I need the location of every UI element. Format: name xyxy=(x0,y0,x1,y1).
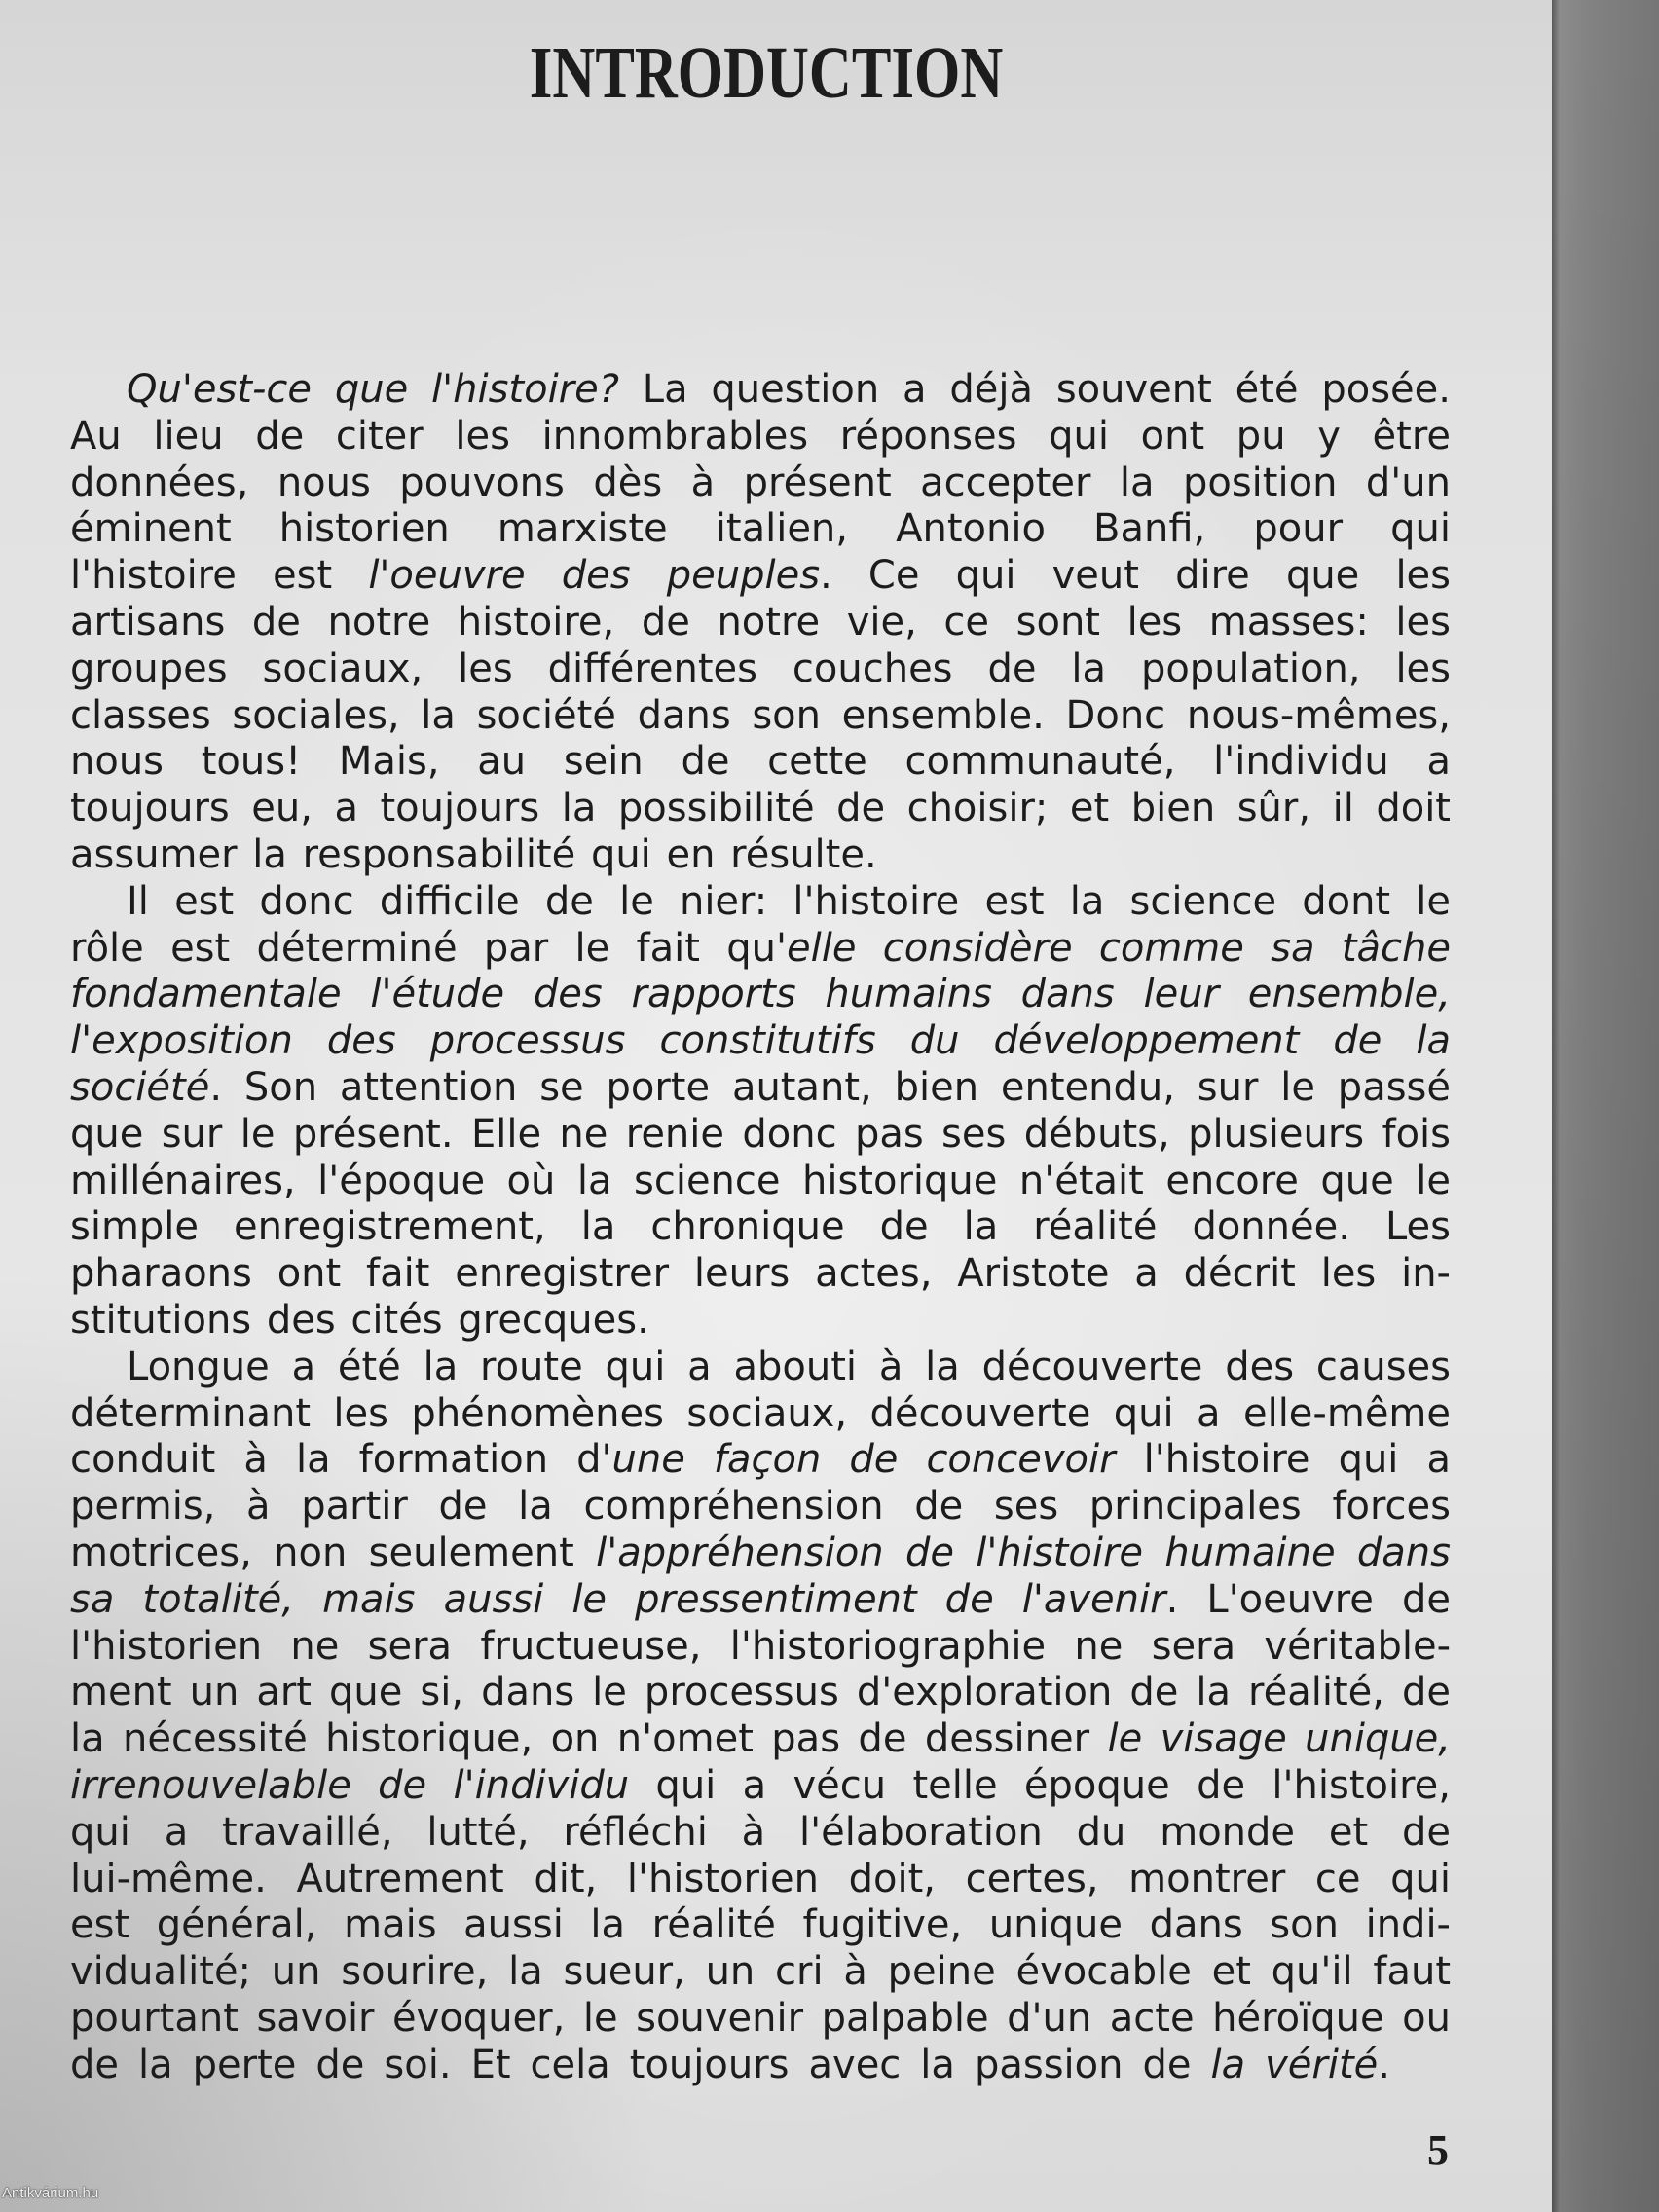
italic-text-run: société xyxy=(70,1064,210,1110)
text-line xyxy=(70,1949,1451,1996)
text-run: qui a travaillé, lutté, réfléchi à l'élaboration du monde et de xyxy=(70,1809,1451,1855)
text-run: permis, à partir de la compréhension de ses principales forces xyxy=(70,1484,1451,1530)
text-run: l'histoire est xyxy=(70,553,369,599)
text-line xyxy=(70,461,1451,507)
italic-text-run: irrenouvelable de l'individu xyxy=(70,1762,630,1808)
text-line xyxy=(70,972,1451,1018)
text-line xyxy=(70,1810,1451,1857)
text-line xyxy=(70,879,1451,926)
text-line xyxy=(70,1857,1451,1903)
text-line xyxy=(70,1716,1451,1763)
text-line xyxy=(70,646,1451,693)
text-run: classes sociales, la société dans son ensemble. Donc nous-mêmes, xyxy=(70,692,1451,738)
text-run: conduit à la formation d' xyxy=(70,1437,612,1483)
text-line xyxy=(70,739,1451,786)
text-run: motrices, non seulement xyxy=(70,1530,597,1575)
text-run: Il est donc difficile de le nier: l'histoire est la science dont le xyxy=(127,878,1451,924)
text-run: pourtant savoir évoquer, le souvenir palpable d'un acte héroïque ou xyxy=(70,1995,1451,2041)
text-run: . Son attention se porte autant, bien entendu, sur le passé xyxy=(209,1064,1451,1110)
text-run: Longue a été la route qui a abouti à la découverte des causes xyxy=(127,1344,1451,1389)
text-line xyxy=(70,1018,1451,1065)
page-title: INTRODUCTION xyxy=(529,32,1004,114)
text-line xyxy=(70,1298,1451,1345)
italic-text-run: Qu'est-ce que l'histoire? xyxy=(127,367,619,412)
text-run: . Ce qui veut dire que les xyxy=(820,553,1452,599)
text-run: . L'oeuvre de xyxy=(1165,1576,1451,1622)
text-run: est général, mais aussi la réalité fugitive, unique dans son indi- xyxy=(70,1902,1451,1948)
text-line xyxy=(70,1437,1451,1484)
text-run: artisans de notre histoire, de notre vie, ce sont les masses: les xyxy=(70,599,1451,645)
watermark: Antikvárium.hu xyxy=(2,2185,99,2201)
body-text xyxy=(70,367,1451,2088)
text-run: . xyxy=(1378,2042,1390,2087)
text-line xyxy=(70,1159,1451,1205)
text-line xyxy=(70,1577,1451,1624)
paragraph xyxy=(70,1345,1451,2089)
text-run: de la perte de soi. Et cela toujours avec la passion de xyxy=(70,2042,1211,2087)
italic-text-run: la vérité xyxy=(1210,2042,1379,2087)
text-run: déterminant les phénomènes sociaux, découverte qui a elle-même xyxy=(70,1390,1451,1436)
text-line xyxy=(70,1484,1451,1530)
text-line xyxy=(70,1902,1451,1949)
text-run: millénaires, l'époque où la science historique n'était encore que le xyxy=(70,1158,1451,1203)
text-line xyxy=(70,926,1451,973)
text-line xyxy=(70,1763,1451,1810)
text-line xyxy=(70,1391,1451,1438)
text-run: l'historien ne sera fructueuse, l'historiographie ne sera véritable- xyxy=(70,1623,1451,1669)
text-line xyxy=(70,1204,1451,1251)
text-run: assumer la responsabilité qui en résulte. xyxy=(70,831,877,877)
text-line xyxy=(70,1345,1451,1391)
text-line xyxy=(70,1670,1451,1716)
text-run: toujours eu, a toujours la possibilité de choisir; et bien sûr, il doit xyxy=(70,786,1451,831)
text-line xyxy=(70,1530,1451,1577)
italic-text-run: sa totalité, mais aussi le pressentiment de l'avenir xyxy=(70,1576,1166,1622)
text-run: Au lieu de citer les innombrables réponses qui ont pu y être xyxy=(70,413,1451,459)
text-run: stitutions des cités grecques. xyxy=(70,1297,649,1343)
text-run: l'histoire qui a xyxy=(1115,1437,1451,1483)
text-run: qui a vécu telle époque de l'histoire, xyxy=(629,1762,1451,1808)
text-run: la nécessité historique, on n'omet pas de dessiner xyxy=(70,1716,1108,1762)
text-line xyxy=(70,414,1451,461)
text-run: rôle est déterminé par le fait qu' xyxy=(70,925,787,971)
text-run: éminent historien marxiste italien, Antonio Banfi, pour qui xyxy=(70,506,1451,552)
text-line xyxy=(70,1251,1451,1298)
paragraph xyxy=(70,367,1451,879)
text-line xyxy=(70,506,1451,553)
italic-text-run: elle considère comme sa tâche xyxy=(787,925,1451,971)
text-line xyxy=(70,1624,1451,1671)
text-run: pharaons ont fait enregistrer leurs actes, Aristote a décrit les in- xyxy=(70,1251,1451,1297)
text-run: nous tous! Mais, au sein de cette communauté, l'individu a xyxy=(70,739,1451,785)
italic-text-run: fondamentale l'étude des rapports humains dans leur ensemble, xyxy=(70,972,1451,1017)
italic-text-run: l'exposition des processus constitutifs du développement de la xyxy=(70,1018,1451,1064)
text-run: lui-même. Autrement dit, l'historien doit, certes, montrer ce qui xyxy=(70,1856,1451,1901)
text-run: vidualité; un sourire, la sueur, un cri à peine évocable et qu'il faut xyxy=(70,1949,1451,1995)
text-line xyxy=(70,786,1451,832)
italic-text-run: une façon de concevoir xyxy=(611,1437,1116,1483)
text-run: simple enregistrement, la chronique de la réalité donnée. Les xyxy=(70,1204,1451,1250)
text-run: ment un art que si, dans le processus d'exploration de la réalité, de xyxy=(70,1670,1451,1715)
italic-text-run: l'appréhension de l'histoire humaine dans xyxy=(596,1530,1451,1575)
paragraph xyxy=(70,879,1451,1345)
text-line xyxy=(70,600,1451,646)
italic-text-run: le visage unique, xyxy=(1107,1716,1452,1762)
text-line xyxy=(70,367,1451,414)
text-line xyxy=(70,1112,1451,1159)
text-run: groupes sociaux, les différentes couches de la population, les xyxy=(70,645,1451,691)
text-line xyxy=(70,693,1451,740)
text-run: données, nous pouvons dès à présent accepter la position d'un xyxy=(70,460,1451,505)
text-run: La question a déjà souvent été posée. xyxy=(618,367,1451,412)
text-line xyxy=(70,1996,1451,2043)
text-line xyxy=(70,2043,1390,2089)
text-line xyxy=(70,832,1451,879)
text-run: que sur le présent. Elle ne renie donc pas ses débuts, plusieurs fois xyxy=(70,1111,1451,1157)
page-edge-background xyxy=(1552,0,1659,2212)
text-line xyxy=(70,1065,1451,1112)
italic-text-run: l'oeuvre des peuples xyxy=(368,553,821,599)
text-line xyxy=(70,553,1451,600)
page-number: 5 xyxy=(1427,2126,1449,2174)
